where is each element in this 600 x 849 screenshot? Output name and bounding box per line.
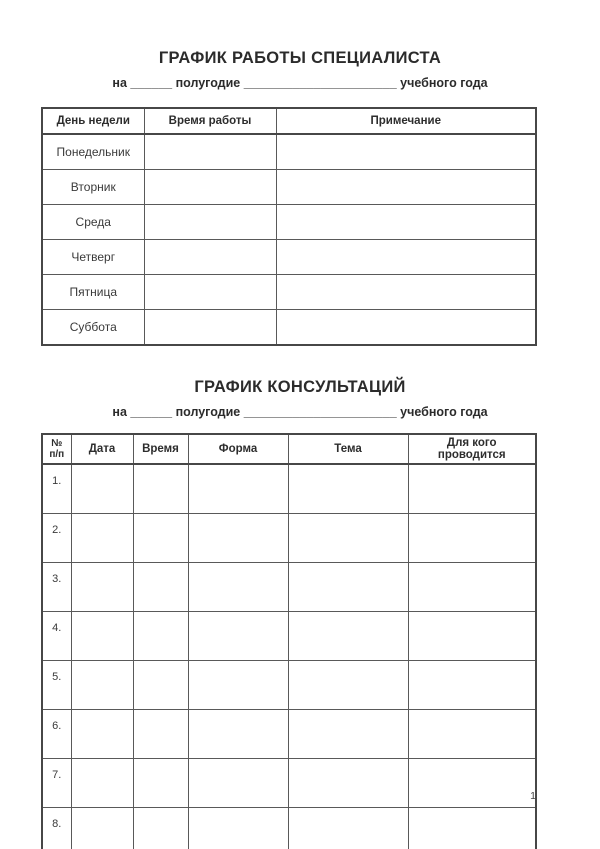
day-cell: Суббота xyxy=(42,310,144,346)
form-cell xyxy=(188,514,288,563)
column-header-time: Время xyxy=(133,434,188,464)
consultations-table xyxy=(41,433,537,849)
row-number-cell: 1. xyxy=(42,464,71,514)
time-cell xyxy=(133,563,188,612)
topic-cell xyxy=(288,612,408,661)
column-header-number-bottom: п/п xyxy=(49,449,65,460)
day-cell: Среда xyxy=(42,205,144,240)
time-cell xyxy=(133,514,188,563)
day-cell: Пятница xyxy=(42,275,144,310)
note-cell xyxy=(276,275,536,310)
table-header-row xyxy=(42,108,536,134)
topic-cell xyxy=(288,563,408,612)
form-cell xyxy=(188,808,288,849)
column-header-note: Примечание xyxy=(276,108,536,134)
time-cell xyxy=(133,464,188,514)
time-cell xyxy=(144,170,276,205)
form-cell xyxy=(188,661,288,710)
topic-cell xyxy=(288,710,408,759)
table-row xyxy=(42,240,536,275)
table-row xyxy=(42,710,536,759)
topic-cell xyxy=(288,464,408,514)
form-cell xyxy=(188,759,288,808)
column-header-topic: Тема xyxy=(288,434,408,464)
note-cell xyxy=(276,134,536,170)
audience-cell xyxy=(408,563,536,612)
column-header-work-time: Время работы xyxy=(144,108,276,134)
date-cell xyxy=(71,514,133,563)
time-cell xyxy=(144,310,276,346)
consultations-title: ГРАФИК КОНСУЛЬТАЦИЙ xyxy=(194,378,406,396)
form-cell xyxy=(188,563,288,612)
row-number-cell: 7. xyxy=(42,759,71,808)
column-header-date: Дата xyxy=(71,434,133,464)
time-cell xyxy=(133,759,188,808)
work-schedule-title: ГРАФИК РАБОТЫ СПЕЦИАЛИСТА xyxy=(158,49,442,67)
form-cell xyxy=(188,612,288,661)
time-cell xyxy=(133,710,188,759)
topic-cell xyxy=(288,759,408,808)
consultations-subtitle: на ______ полугодие ______________________ учебного года xyxy=(112,405,488,419)
table-row xyxy=(42,514,536,563)
table-row xyxy=(42,170,536,205)
topic-cell xyxy=(288,661,408,710)
table-row xyxy=(42,275,536,310)
form-cell xyxy=(188,464,288,514)
date-cell xyxy=(71,464,133,514)
column-header-day: День недели xyxy=(42,108,144,134)
column-header-number-top: № xyxy=(51,438,63,449)
row-number-cell: 5. xyxy=(42,661,71,710)
row-number-cell: 4. xyxy=(42,612,71,661)
date-cell xyxy=(71,759,133,808)
audience-cell xyxy=(408,710,536,759)
date-cell xyxy=(71,563,133,612)
audience-cell xyxy=(408,464,536,514)
work-schedule-subtitle: на ______ полугодие ______________________ учебного года xyxy=(112,76,488,90)
note-cell xyxy=(276,240,536,275)
table-row xyxy=(42,563,536,612)
form-cell xyxy=(188,710,288,759)
table-row xyxy=(42,310,536,346)
time-cell xyxy=(133,808,188,849)
table-row xyxy=(42,759,536,808)
table-row xyxy=(42,205,536,240)
time-cell xyxy=(144,240,276,275)
note-cell xyxy=(276,205,536,240)
date-cell xyxy=(71,661,133,710)
table-row xyxy=(42,808,536,849)
work-schedule-table xyxy=(41,107,537,346)
table-row xyxy=(42,612,536,661)
row-number-cell: 8. xyxy=(42,808,71,849)
time-cell xyxy=(144,275,276,310)
note-cell xyxy=(276,310,536,346)
date-cell xyxy=(71,808,133,849)
day-cell: Вторник xyxy=(42,170,144,205)
topic-cell xyxy=(288,808,408,849)
date-cell xyxy=(71,710,133,759)
audience-cell xyxy=(408,514,536,563)
day-cell: Четверг xyxy=(42,240,144,275)
table-header-row xyxy=(42,434,536,464)
note-cell xyxy=(276,170,536,205)
column-header-form: Форма xyxy=(188,434,288,464)
row-number-cell: 2. xyxy=(42,514,71,563)
audience-cell xyxy=(408,612,536,661)
page-number: 1 xyxy=(530,790,536,802)
audience-cell xyxy=(408,759,536,808)
date-cell xyxy=(71,612,133,661)
column-header-audience: Для кого проводится xyxy=(408,434,536,464)
audience-cell xyxy=(408,808,536,849)
table-row xyxy=(42,661,536,710)
day-cell: Понедельник xyxy=(42,134,144,170)
time-cell xyxy=(144,134,276,170)
time-cell xyxy=(133,661,188,710)
row-number-cell: 6. xyxy=(42,710,71,759)
table-row xyxy=(42,134,536,170)
time-cell xyxy=(144,205,276,240)
audience-cell xyxy=(408,661,536,710)
table-row xyxy=(42,464,536,514)
column-header-number xyxy=(42,434,71,464)
row-number-cell: 3. xyxy=(42,563,71,612)
topic-cell xyxy=(288,514,408,563)
time-cell xyxy=(133,612,188,661)
